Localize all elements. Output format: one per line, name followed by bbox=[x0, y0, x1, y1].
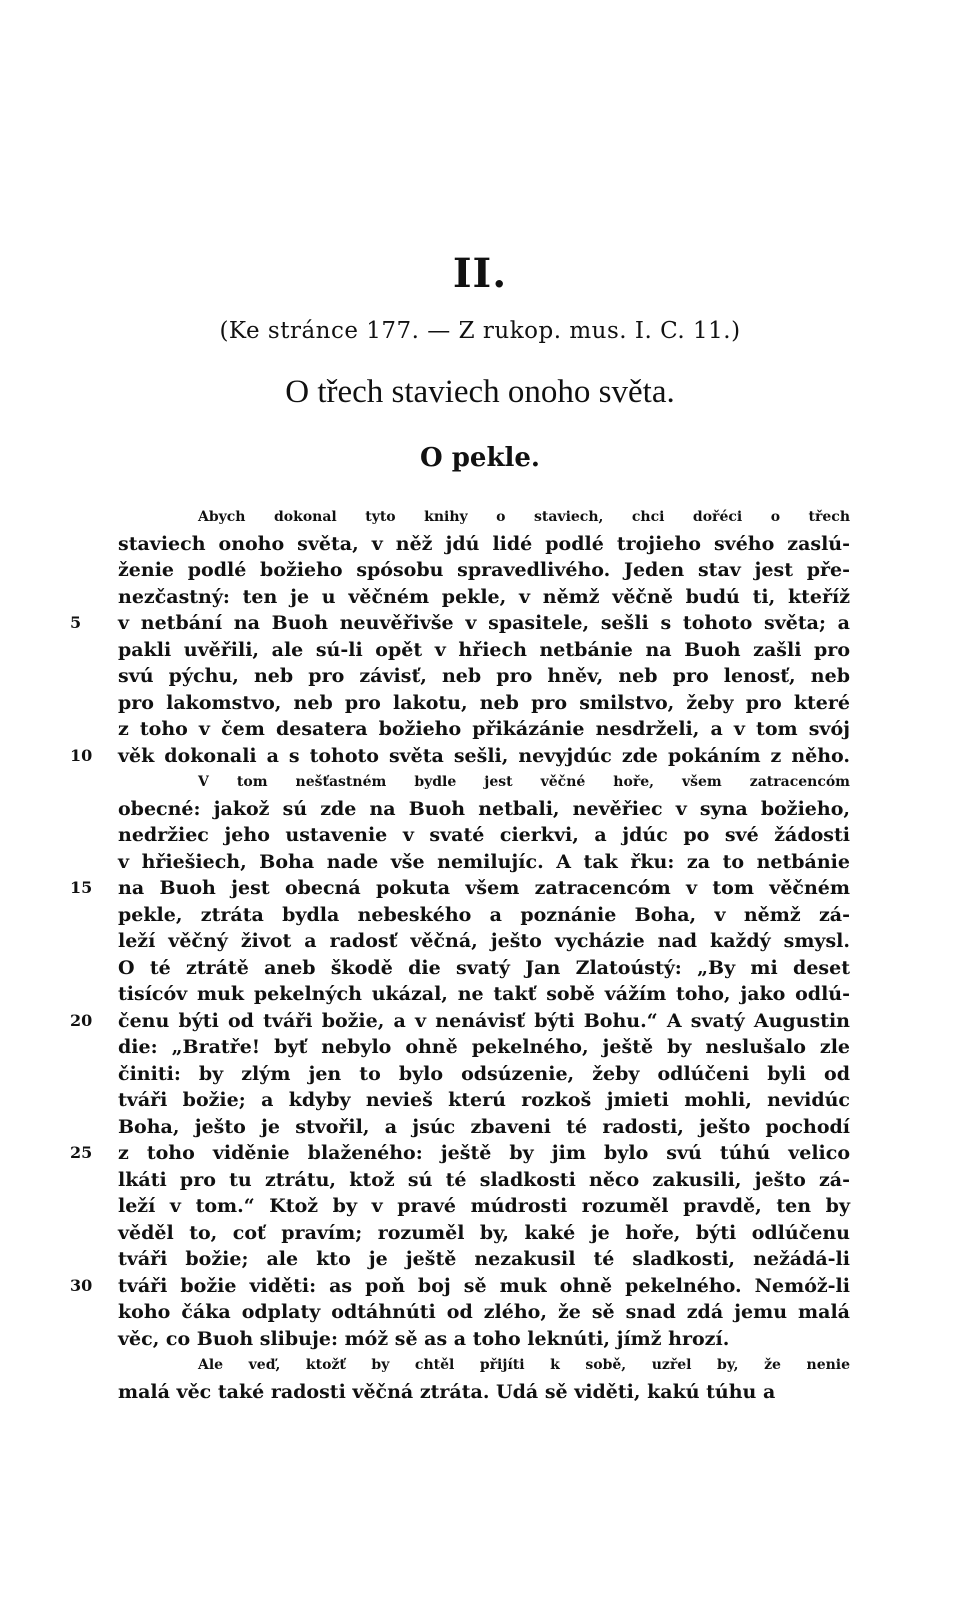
text-line bbox=[118, 849, 850, 876]
text-line bbox=[118, 1220, 850, 1247]
text-line bbox=[70, 875, 850, 902]
line-text: věk dokonali a s tohoto světa sešli, nevyjdúc zde pokáním z něho. bbox=[118, 744, 850, 767]
line-text: tváři božie viděti: as poň boj sě muk ohně pekelného. Nemóž-li bbox=[118, 1274, 850, 1297]
line-text: die: „Bratře! byť nebylo ohně pekelného, ještě by neslušalo zle bbox=[118, 1036, 850, 1058]
text-line bbox=[118, 1352, 850, 1379]
line-text: V tom nešťastném bydle jest věčné hoře, všem zatracencóm bbox=[198, 774, 850, 790]
line-text: z toho v čem desatera božieho přikázánie nesdrželi, a v tom svój bbox=[118, 718, 850, 740]
line-text: obecné: jakož sú zde na Buoh netbali, nevěřiec v syna božieho, bbox=[118, 797, 850, 820]
page-title: O třech staviech onoho světa. bbox=[285, 374, 675, 410]
line-text: tisícóv muk pekelných ukázal, ne takť sobě vážím toho, jako odlú- bbox=[118, 983, 850, 1005]
line-number: 25 bbox=[70, 1143, 93, 1162]
section-title: O pekle. bbox=[420, 443, 540, 473]
text-line bbox=[118, 1379, 850, 1406]
line-text: věděl to, coť pravím; rozuměl by, kaké je hoře, býti odlúčenu bbox=[118, 1221, 850, 1244]
line-text: lkáti pro tu ztrátu, ktož sú té sladkosti něco zakusili, ješto zá- bbox=[118, 1168, 850, 1191]
line-text: malá věc také radosti věčná ztráta. Udá sě viděti, kakú túhu a bbox=[118, 1380, 776, 1403]
text-line bbox=[118, 716, 850, 743]
line-text: na Buoh jest obecná pokuta všem zatracencóm v tom věčném bbox=[118, 877, 850, 899]
text-line bbox=[118, 1299, 850, 1326]
text-line bbox=[118, 637, 850, 664]
text-line bbox=[118, 1167, 850, 1194]
text-line bbox=[118, 1034, 850, 1061]
line-text: ženie podlé božieho spósobu spravedlivého. Jeden stav jest pře- bbox=[118, 559, 850, 581]
text-line bbox=[118, 955, 850, 982]
line-text: pekle, ztráta bydla nebeského a poznánie Boha, v němž zá- bbox=[118, 903, 850, 926]
text-line bbox=[118, 1061, 850, 1088]
text-line bbox=[118, 531, 850, 558]
line-text: čenu býti od tváři božie, a v nenávisť býti Bohu.“ A svatý Augustin bbox=[118, 1009, 850, 1032]
line-text: leží věčný život a radosť věčná, ješto vycházie nad každý smysl. bbox=[118, 930, 850, 952]
text-line bbox=[118, 663, 850, 690]
text-line bbox=[118, 1087, 850, 1114]
line-text: Abych dokonal tyto knihy o staviech, chci dořéci o třech bbox=[198, 509, 850, 525]
text-line bbox=[118, 928, 850, 955]
text-line bbox=[118, 1193, 850, 1220]
source-note: (Ke stránce 177. — Z rukop. mus. I. C. 11.) bbox=[219, 318, 741, 344]
line-number: 20 bbox=[70, 1010, 93, 1030]
line-text: nedržiec jeho ustavenie v svaté cierkvi, a jdúc po své žádosti bbox=[118, 824, 850, 846]
line-text: činiti: by zlým jen to bylo odsúzenie, žeby odlúčeni byli od bbox=[118, 1062, 850, 1085]
line-text: Boha, ješto je stvořil, a jsúc zbaveni té radosti, ješto pochodí bbox=[118, 1115, 850, 1138]
line-text: leží v tom.“ Ktož by v pravé múdrosti rozuměl pravdě, ten by bbox=[118, 1195, 850, 1217]
text-line bbox=[70, 743, 850, 770]
text-line bbox=[118, 584, 850, 611]
line-text: staviech onoho světa, v něž jdú lidé podlé trojieho svého zaslú- bbox=[118, 532, 850, 555]
text-line bbox=[118, 557, 850, 584]
line-text: v netbání na Buoh neuvěřivše v spasitele, sešli s tohoto světa; a bbox=[118, 612, 850, 634]
chapter-number: II. bbox=[452, 250, 508, 297]
text-line bbox=[118, 1246, 850, 1273]
text-line bbox=[118, 769, 850, 796]
text-line bbox=[118, 902, 850, 929]
line-text: Ale veď, ktožť by chtěl přijíti k sobě, uzřel by, že nenie bbox=[198, 1357, 850, 1373]
line-text: pakli uvěřili, ale sú-li opět v hřiech netbánie na Buoh zašli pro bbox=[118, 638, 850, 661]
text-line bbox=[118, 822, 850, 849]
line-text: pro lakomstvo, neb pro lakotu, neb pro smilstvo, žeby pro které bbox=[118, 691, 850, 714]
text-line bbox=[118, 796, 850, 823]
line-number: 10 bbox=[70, 745, 93, 765]
text-line bbox=[118, 1326, 850, 1353]
line-number: 15 bbox=[70, 878, 93, 897]
text-line bbox=[118, 1114, 850, 1141]
line-text: tváři božie; ale kto je ještě nezakusil té sladkosti, nežádá-li bbox=[118, 1248, 850, 1270]
text-line bbox=[118, 981, 850, 1008]
line-text: svú pýchu, neb pro závisť, neb pro hněv, neb pro lenosť, neb bbox=[118, 665, 850, 687]
line-text: věc, co Buoh slibuje: móž sě as a toho leknúti, jímž hrozí. bbox=[118, 1327, 730, 1350]
text-line bbox=[70, 1008, 850, 1035]
text-line bbox=[118, 504, 850, 531]
line-number: 5 bbox=[70, 613, 82, 632]
line-text: v hřiešiech, Boha nade vše nemilujíc. A tak řku: za to netbánie bbox=[118, 850, 850, 873]
text-line bbox=[118, 690, 850, 717]
text-line bbox=[70, 1273, 850, 1300]
line-text: koho čáka odplaty odtáhnúti od zlého, že sě snad zdá jemu malá bbox=[118, 1301, 850, 1323]
body-text bbox=[70, 504, 850, 1405]
line-text: nezčastný: ten je u věčném pekle, v němž věčně budú ti, kteříž bbox=[118, 585, 850, 608]
line-number: 30 bbox=[70, 1275, 93, 1295]
text-line bbox=[70, 610, 850, 637]
line-text: tváři božie; a kdyby nevieš kterú rozkoš jmieti mohli, nevidúc bbox=[118, 1089, 850, 1111]
line-text: z toho viděnie blaženého: ještě by jim bylo svú túhú velico bbox=[118, 1142, 850, 1164]
text-line bbox=[70, 1140, 850, 1167]
line-text: O té ztrátě aneb škodě die svatý Jan Zlatoústý: „By mi deset bbox=[118, 956, 850, 979]
